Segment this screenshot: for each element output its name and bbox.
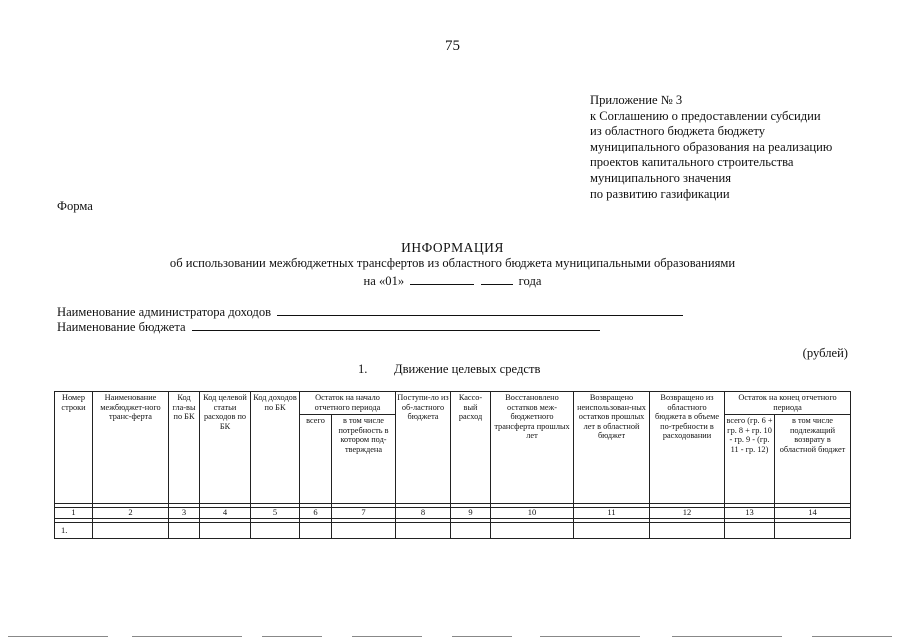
- header-opening-confirmed: в том числе потребность в котором под-тверждена: [332, 415, 396, 504]
- appendix-line: к Соглашению о предоставлении субсидии: [590, 108, 821, 123]
- header-returned-unused: Возвращено неиспользован-ных остатков прошлых лет в областной бюджет: [574, 392, 650, 504]
- header-received: Поступи-ло из об-ластного бюджета: [396, 392, 451, 504]
- header-cash-expense: Кассо-вый расход: [451, 392, 491, 504]
- header-chapter-code: Код гла-вы по БК: [169, 392, 200, 504]
- column-number: 11: [574, 508, 650, 519]
- column-number: 2: [93, 508, 169, 519]
- column-number: 9: [451, 508, 491, 519]
- header-opening-total: всего: [300, 415, 332, 504]
- document-title: ИНФОРМАЦИЯ: [401, 240, 504, 255]
- appendix-line: Приложение № 3: [590, 93, 683, 107]
- section-number: 1.: [358, 362, 368, 376]
- column-number: 4: [200, 508, 251, 519]
- header-returned-from-budget: Возвращено из областного бюджета в объеме по-требности в расходовании: [650, 392, 725, 504]
- appendix-line: проектов капитального строительства: [590, 155, 794, 170]
- column-number: 8: [396, 508, 451, 519]
- header-restored-balances: Восстановлено остатков меж-бюджетного трансферта прошлых лет: [491, 392, 574, 504]
- units-label: (рублей): [802, 346, 848, 360]
- appendix-line: из областного бюджета бюджету: [590, 124, 766, 139]
- appendix-line: муниципального значения: [590, 170, 732, 185]
- table-cell[interactable]: [491, 523, 574, 539]
- year-blank[interactable]: [481, 272, 513, 285]
- header-revenue-code: Код доходов по БК: [251, 392, 300, 504]
- month-blank[interactable]: [410, 272, 474, 285]
- appendix-line: муниципального образования на реализацию: [590, 139, 833, 154]
- document-subtitle: об использовании межбюджетных трансфертов из областного бюджета муниципальными образованиями: [169, 256, 736, 270]
- budget-blank[interactable]: [192, 318, 600, 331]
- table-cell[interactable]: [169, 523, 200, 539]
- table-cell[interactable]: [93, 523, 169, 539]
- date-prefix: на «01»: [363, 274, 405, 288]
- page-number: 75: [445, 38, 460, 54]
- header-closing-total: всего (гр. 6 + гр. 8 + гр. 10 - гр. 9 - (гр. 11 - гр. 12): [725, 415, 775, 504]
- header-target-article-code: Код целевой статьи расходов по БК: [200, 392, 251, 504]
- table-cell[interactable]: [650, 523, 725, 539]
- section-title: Движение целевых средств: [394, 362, 541, 376]
- report-date-line: [0, 272, 905, 289]
- appendix-line: по развитию газификации: [590, 186, 730, 201]
- budget-field: [57, 318, 600, 335]
- funds-movement-table: [54, 391, 851, 539]
- budget-label: Наименование бюджета: [57, 320, 186, 334]
- table-row: [55, 523, 851, 539]
- header-opening-balance: Остаток на начало отчетного периода: [300, 392, 396, 415]
- table-cell[interactable]: [200, 523, 251, 539]
- column-number: 14: [775, 508, 851, 519]
- table-cell[interactable]: [451, 523, 491, 539]
- column-number: 7: [332, 508, 396, 519]
- column-number: 12: [650, 508, 725, 519]
- table-cell[interactable]: [775, 523, 851, 539]
- appendix-block: [590, 93, 832, 202]
- column-number: 3: [169, 508, 200, 519]
- table-cell[interactable]: [300, 523, 332, 539]
- header-transfer-name: Наименование межбюджет-ного транс-ферта: [93, 392, 169, 504]
- column-number: 6: [300, 508, 332, 519]
- scan-bottom-edge: [0, 636, 905, 638]
- column-number: 1: [55, 508, 93, 519]
- column-number: 13: [725, 508, 775, 519]
- row-number-cell: 1.: [55, 523, 93, 539]
- table-cell[interactable]: [725, 523, 775, 539]
- table-cell[interactable]: [396, 523, 451, 539]
- table-cell[interactable]: [574, 523, 650, 539]
- table-cell[interactable]: [251, 523, 300, 539]
- column-number: 5: [251, 508, 300, 519]
- header-closing-balance: Остаток на конец отчетного периода: [725, 392, 851, 415]
- header-row-number: Номер строки: [55, 392, 93, 504]
- table-cell[interactable]: [332, 523, 396, 539]
- column-number-row: [55, 508, 851, 519]
- form-label: Форма: [57, 199, 93, 213]
- date-suffix: года: [518, 274, 542, 288]
- column-number: 10: [491, 508, 574, 519]
- administrator-blank[interactable]: [277, 303, 683, 316]
- administrator-label: Наименование администратора доходов: [57, 305, 272, 319]
- header-closing-to-return: в том числе подлежащий возврату в областной бюджет: [775, 415, 851, 504]
